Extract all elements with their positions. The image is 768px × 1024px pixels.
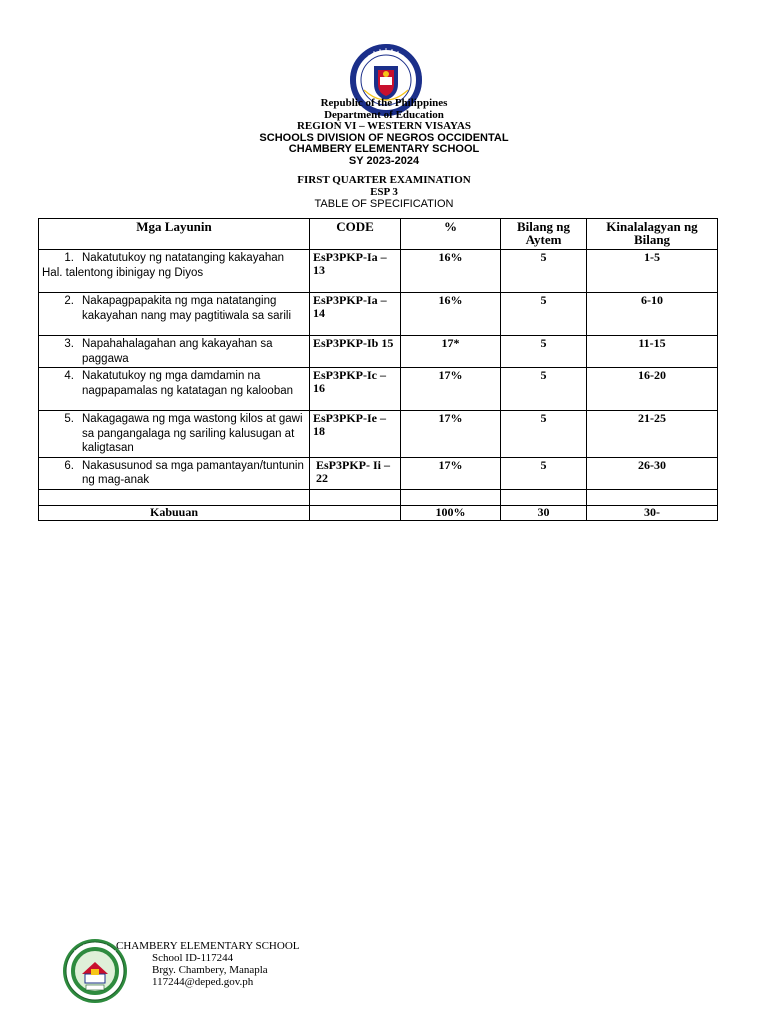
school-footer xyxy=(116,940,299,988)
header-school: CHAMBERY ELEMENTARY SCHOOL xyxy=(288,143,480,155)
objective-cell xyxy=(39,293,310,336)
objective-example: Hal. talentong ibinigay ng Diyos xyxy=(42,266,204,279)
objective-text: Nakagagawa ng mga wastong kilos at gawi sa pangangalaga ng sariling kalusugan at kaligtasan xyxy=(82,413,303,454)
objective-number: 4. xyxy=(64,370,74,382)
table-row xyxy=(39,250,718,293)
item-count-cell: 5 xyxy=(501,336,587,368)
footer-school-name: CHAMBERY ELEMENTARY SCHOOL xyxy=(116,940,300,952)
objective-text: Napahahalagahan ang kakayahan sa paggawa xyxy=(82,338,273,365)
total-code xyxy=(310,505,401,520)
total-items: 30 xyxy=(501,505,587,520)
code-cell: EsP3PKP-Ic – 16 xyxy=(310,368,401,411)
placement-cell: 1-5 xyxy=(587,250,718,293)
table-row xyxy=(39,457,718,489)
item-count-cell: 5 xyxy=(501,457,587,489)
objective-text: Nakatutukoy ng natatanging kakayahan xyxy=(82,252,285,264)
col-header-percent: % xyxy=(401,219,501,250)
header-department: Department of Education xyxy=(324,108,444,121)
table-row xyxy=(39,411,718,458)
total-label: Kabuuan xyxy=(39,505,310,520)
placement-cell: 6-10 xyxy=(587,293,718,336)
objective-number: 6. xyxy=(64,459,74,472)
percent-cell: 16% xyxy=(401,250,501,293)
objective-number: 5. xyxy=(64,413,74,425)
document-title: TABLE OF SPECIFICATION xyxy=(314,198,454,210)
col-header-code: CODE xyxy=(310,219,401,250)
total-row xyxy=(39,505,718,520)
objective-cell xyxy=(39,411,310,458)
header-school-year: SY 2023-2024 xyxy=(348,154,420,167)
percent-cell: 17* xyxy=(401,336,501,368)
footer-email: 117244@deped.gov.ph xyxy=(152,976,254,988)
objective-cell xyxy=(39,250,310,293)
col-header-objectives: Mga Layunin xyxy=(39,219,310,250)
placement-cell: 16-20 xyxy=(587,368,718,411)
code-cell: EsP3PKP-Ib 15 xyxy=(310,336,401,368)
header-division: SCHOOLS DIVISION OF NEGROS OCCIDENTAL xyxy=(259,131,509,144)
item-count-cell: 5 xyxy=(501,368,587,411)
percent-cell: 17% xyxy=(401,457,501,489)
table-header-row xyxy=(39,219,718,250)
objective-text: Nakapagpapakita ng mga natatanging kakayahan nang may pagtitiwala sa sarili xyxy=(82,295,292,322)
objective-text: Nakasusunod sa mga pamantayan/tuntunin ng mag-anak xyxy=(82,459,304,486)
code-cell: EsP3PKP-Ia – 14 xyxy=(310,293,401,336)
item-count-cell: 5 xyxy=(501,411,587,458)
objective-number: 2. xyxy=(64,295,74,307)
percent-cell: 17% xyxy=(401,411,501,458)
table-row xyxy=(39,368,718,411)
objective-text: Nakatutukoy ng mga damdamin na nagpapamalas ng katatagan ng kalooban xyxy=(82,370,294,397)
percent-cell: 16% xyxy=(401,293,501,336)
code-cell: EsP3PKP- Ii – 22 xyxy=(310,457,401,489)
subject-title: ESP 3 xyxy=(370,185,398,198)
objective-number: 3. xyxy=(64,338,74,350)
exam-title: FIRST QUARTER EXAMINATION xyxy=(297,174,471,186)
table-of-specification xyxy=(38,218,718,521)
item-count-cell: 5 xyxy=(501,250,587,293)
col-header-item-count: Bilang ng Aytem xyxy=(501,219,587,250)
code-cell: EsP3PKP-Ie – 18 xyxy=(310,411,401,458)
header-region: REGION VI – WESTERN VISAYAS xyxy=(296,120,472,132)
placement-cell: 11-15 xyxy=(587,336,718,368)
objective-cell xyxy=(39,336,310,368)
document-header xyxy=(0,98,768,211)
placement-cell: 26-30 xyxy=(587,457,718,489)
percent-cell: 17% xyxy=(401,368,501,411)
header-country: Republic of the Philippines xyxy=(320,97,448,109)
table-row xyxy=(39,336,718,368)
table-row xyxy=(39,293,718,336)
footer-school-id: School ID-117244 xyxy=(152,952,234,964)
footer-address: Brgy. Chambery, Manapla xyxy=(152,964,268,976)
placement-cell: 21-25 xyxy=(587,411,718,458)
item-count-cell: 5 xyxy=(501,293,587,336)
objective-cell xyxy=(39,368,310,411)
col-header-placement: Kinalalagyan ng Bilang xyxy=(587,219,718,250)
total-percent: 100% xyxy=(401,505,501,520)
objective-number: 1. xyxy=(64,252,74,264)
total-placement: 30- xyxy=(587,505,718,520)
blank-row xyxy=(39,489,718,505)
objective-cell xyxy=(39,457,310,489)
code-cell: EsP3PKP-Ia – 13 xyxy=(310,250,401,293)
